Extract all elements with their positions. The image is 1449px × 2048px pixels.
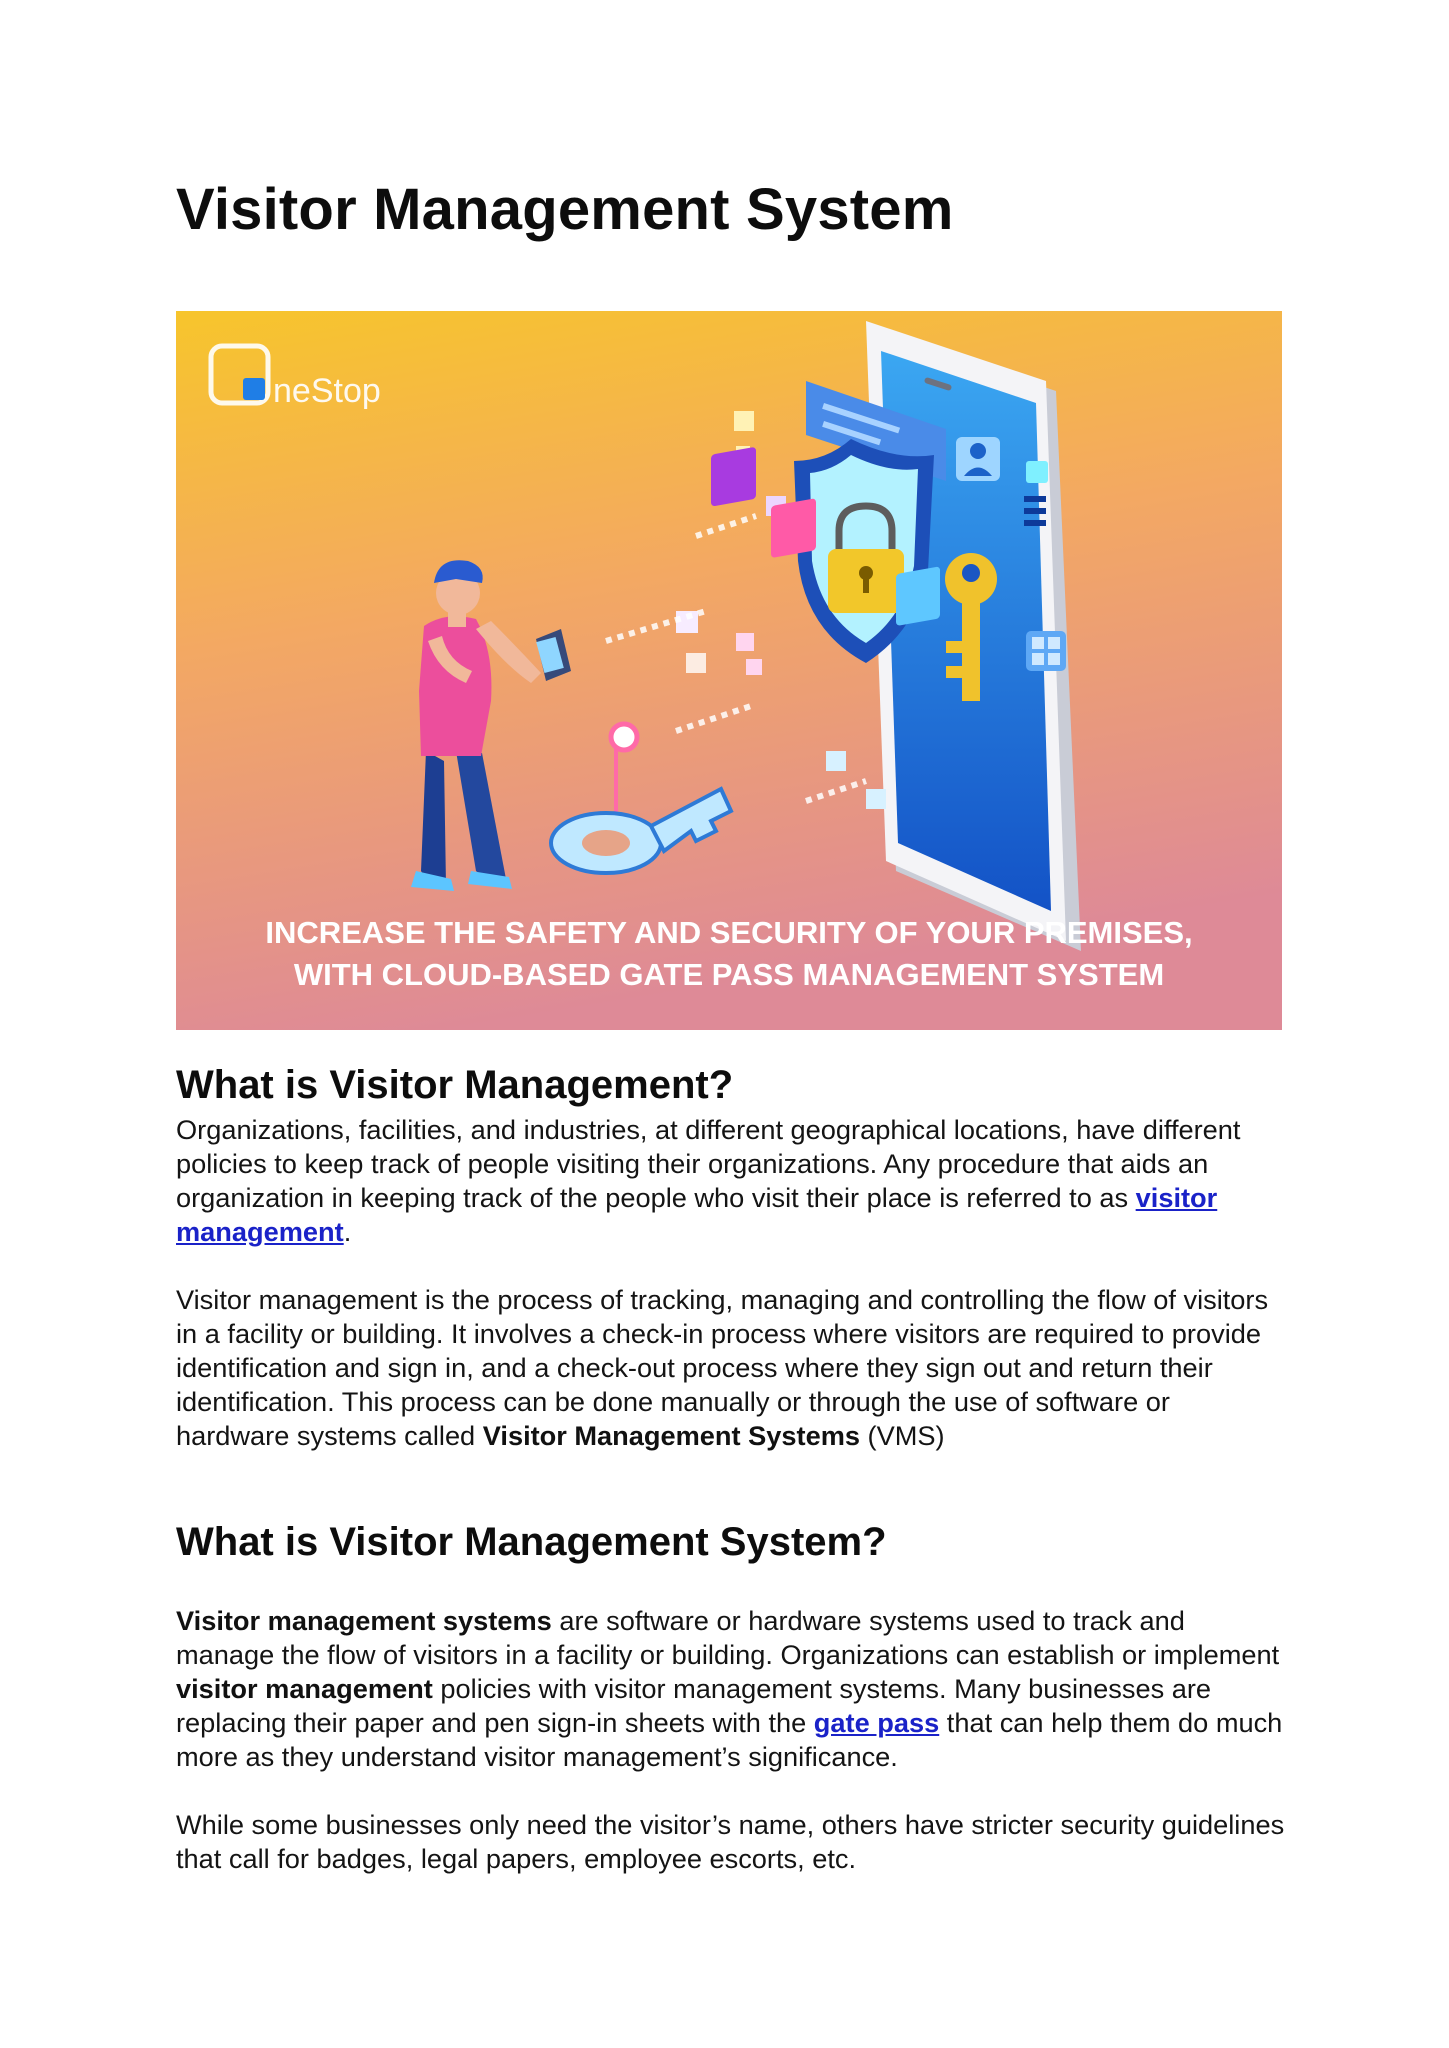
paragraph-process	[176, 1283, 1286, 1453]
page-title: Visitor Management System	[176, 177, 954, 242]
paragraph-systems-text-2: policies with visitor management systems. Many businesses are replacing their paper and pen sign-in sheets with the	[176, 1673, 1212, 1738]
svg-text:neStop: neStop	[273, 372, 381, 410]
vms-term: Visitor Management Systems	[482, 1420, 860, 1451]
paragraph-process-text: Visitor management is the process of tracking, managing and controlling the flow of visitors in a facility or building. It involves a check-in process where visitors are required to provide identification and sign in, and a check-out process where they sign out and return their identification. This process can be done manually or through the use of software or hardware systems called	[176, 1284, 1269, 1451]
paragraph-guidelines: While some businesses only need the visitor’s name, others have stricter security guidelines that call for badges, legal papers, employee escorts, etc.	[176, 1809, 1285, 1874]
paragraph-process-end: (VMS)	[860, 1420, 945, 1451]
visitor-management-term: visitor management	[176, 1673, 433, 1704]
paragraph-intro-text: Organizations, facilities, and industries, at different geographical locations, have different policies to keep track of people visiting their organizations. Any procedure that aids an organization in keeping track of the people who visit their place is referred to as	[176, 1114, 1241, 1213]
systems-term: Visitor management systems	[176, 1605, 552, 1636]
paragraph-systems-text-3: that can help them do much more as they understand visitor management’s significance.	[176, 1707, 1283, 1772]
hero-caption-line-1: INCREASE THE SAFETY AND SECURITY OF YOUR PREMISES,	[265, 915, 1193, 950]
section-heading-visitor-management-system: What is Visitor Management System?	[176, 1520, 887, 1564]
visitor-management-link[interactable]: visitor management	[176, 1182, 1218, 1247]
gate-pass-link[interactable]: gate pass	[813, 1707, 940, 1738]
hero-caption-line-2: WITH CLOUD-BASED GATE PASS MANAGEMENT SYSTEM	[293, 957, 1165, 992]
section-heading-visitor-management: What is Visitor Management?	[176, 1063, 734, 1107]
paragraph-intro-end: .	[343, 1216, 352, 1247]
hero-banner-image	[176, 311, 1282, 1030]
hero-illustration	[176, 311, 1282, 1030]
paragraph-intro	[176, 1113, 1286, 1249]
paragraph-systems-text-1: are software or hardware systems used to track and manage the flow of visitors in a facility or building. Organizations can establish or implement	[176, 1605, 1280, 1670]
paragraph-systems	[176, 1604, 1286, 1774]
